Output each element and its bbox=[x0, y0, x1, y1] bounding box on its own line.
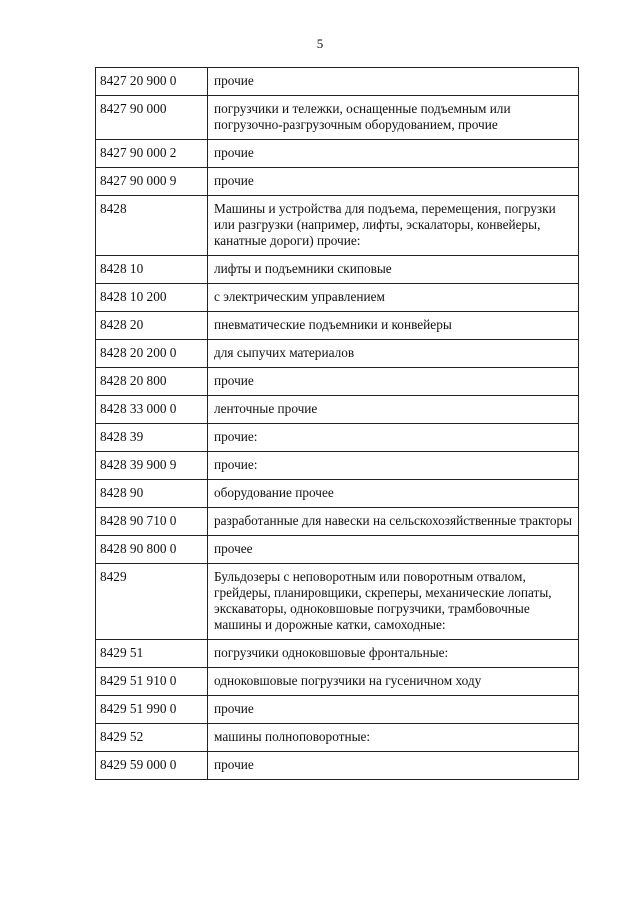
code-cell: 8428 39 bbox=[96, 424, 208, 452]
description-cell: прочие bbox=[208, 696, 579, 724]
code-cell: 8427 90 000 9 bbox=[96, 168, 208, 196]
code-cell: 8428 10 200 bbox=[96, 284, 208, 312]
table-row bbox=[96, 452, 579, 480]
description-cell: прочие: bbox=[208, 452, 579, 480]
table-row bbox=[96, 256, 579, 284]
code-cell: 8428 20 200 0 bbox=[96, 340, 208, 368]
code-cell: 8429 51 910 0 bbox=[96, 668, 208, 696]
description-cell: прочие bbox=[208, 368, 579, 396]
code-cell: 8428 90 bbox=[96, 480, 208, 508]
table-row bbox=[96, 340, 579, 368]
code-cell: 8427 20 900 0 bbox=[96, 68, 208, 96]
table-row bbox=[96, 68, 579, 96]
description-cell: прочие bbox=[208, 168, 579, 196]
code-cell: 8427 90 000 2 bbox=[96, 140, 208, 168]
code-cell: 8428 10 bbox=[96, 256, 208, 284]
table-row bbox=[96, 396, 579, 424]
code-cell: 8428 90 710 0 bbox=[96, 508, 208, 536]
code-cell: 8428 bbox=[96, 196, 208, 256]
code-cell: 8428 20 800 bbox=[96, 368, 208, 396]
description-cell: с электрическим управлением bbox=[208, 284, 579, 312]
table-row bbox=[96, 696, 579, 724]
code-cell: 8429 51 990 0 bbox=[96, 696, 208, 724]
description-cell: погрузчики одноковшовые фронтальные: bbox=[208, 640, 579, 668]
description-cell: оборудование прочее bbox=[208, 480, 579, 508]
description-cell: машины полноповоротные: bbox=[208, 724, 579, 752]
description-cell: прочие: bbox=[208, 424, 579, 452]
table-row bbox=[96, 196, 579, 256]
code-cell: 8428 39 900 9 bbox=[96, 452, 208, 480]
description-cell: разработанные для навески на сельскохозяйственные тракторы bbox=[208, 508, 579, 536]
table-body bbox=[96, 68, 579, 780]
description-cell: прочие bbox=[208, 140, 579, 168]
description-cell: ленточные прочие bbox=[208, 396, 579, 424]
code-cell: 8429 52 bbox=[96, 724, 208, 752]
description-cell: одноковшовые погрузчики на гусеничном ходу bbox=[208, 668, 579, 696]
description-cell: прочие bbox=[208, 752, 579, 780]
description-cell: пневматические подъемники и конвейеры bbox=[208, 312, 579, 340]
table-row bbox=[96, 640, 579, 668]
table-row bbox=[96, 480, 579, 508]
table-row bbox=[96, 724, 579, 752]
description-cell: погрузчики и тележки, оснащенные подъемным или погрузочно-разгрузочным оборудованием, прочие bbox=[208, 96, 579, 140]
table-row bbox=[96, 368, 579, 396]
table-row bbox=[96, 284, 579, 312]
table-row bbox=[96, 564, 579, 640]
table-row bbox=[96, 140, 579, 168]
code-cell: 8428 20 bbox=[96, 312, 208, 340]
code-cell: 8429 59 000 0 bbox=[96, 752, 208, 780]
tariff-code-table bbox=[95, 67, 579, 780]
table-row bbox=[96, 424, 579, 452]
description-cell: прочее bbox=[208, 536, 579, 564]
code-cell: 8429 bbox=[96, 564, 208, 640]
code-cell: 8429 51 bbox=[96, 640, 208, 668]
description-cell: Бульдозеры с неповоротным или поворотным отвалом, грейдеры, планировщики, скреперы, механические лопаты, экскаваторы, одноковшовые погрузчики, трамбовочные машины и дорожные катки, самоходные: bbox=[208, 564, 579, 640]
page-number: 5 bbox=[316, 36, 324, 51]
code-cell: 8428 33 000 0 bbox=[96, 396, 208, 424]
description-cell: прочие bbox=[208, 68, 579, 96]
table-row bbox=[96, 96, 579, 140]
code-cell: 8427 90 000 bbox=[96, 96, 208, 140]
table-row bbox=[96, 508, 579, 536]
table-row bbox=[96, 668, 579, 696]
table-row bbox=[96, 752, 579, 780]
table-row bbox=[96, 168, 579, 196]
code-cell: 8428 90 800 0 bbox=[96, 536, 208, 564]
description-cell: для сыпучих материалов bbox=[208, 340, 579, 368]
description-cell: Машины и устройства для подъема, перемещения, погрузки или разгрузки (например, лифты, эскалаторы, конвейеры, канатные дороги) прочие: bbox=[208, 196, 579, 256]
table-row bbox=[96, 536, 579, 564]
table-row bbox=[96, 312, 579, 340]
description-cell: лифты и подъемники скиповые bbox=[208, 256, 579, 284]
